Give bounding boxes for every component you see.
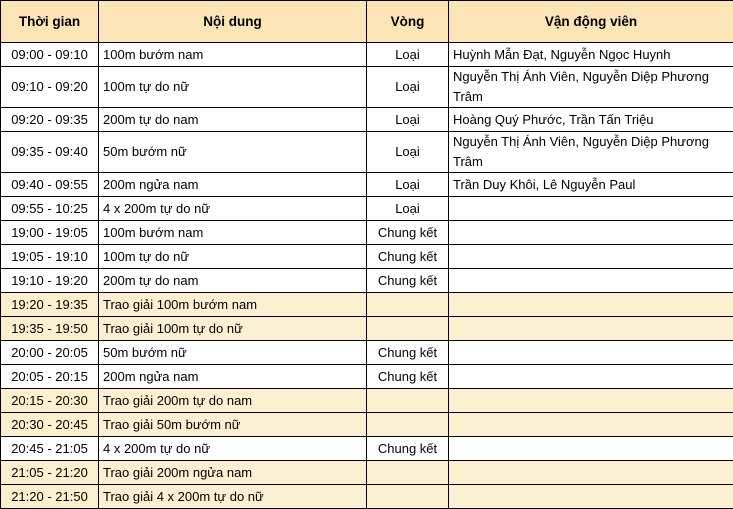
table-row [1, 197, 733, 221]
table-row [1, 108, 733, 132]
athletes-cell: Nguyễn Thị Ánh Viên, Nguyễn Diệp Phương Trâm [449, 67, 733, 108]
round-cell [367, 389, 449, 413]
round-cell: Loại [367, 173, 449, 197]
time-cell: 20:15 - 20:30 [1, 389, 99, 413]
round-cell [367, 461, 449, 485]
time-cell: 20:30 - 20:45 [1, 413, 99, 437]
time-cell: 20:00 - 20:05 [1, 341, 99, 365]
event-cell: 50m bướm nữ [99, 341, 367, 365]
time-cell: 19:20 - 19:35 [1, 293, 99, 317]
header-round: Vòng [367, 1, 449, 43]
table-row [1, 269, 733, 293]
time-cell: 09:55 - 10:25 [1, 197, 99, 221]
round-cell: Loại [367, 43, 449, 67]
athletes-cell [449, 461, 733, 485]
athletes-cell: Trần Duy Khôi, Lê Nguyễn Paul [449, 173, 733, 197]
event-cell: Trao giải 50m bướm nữ [99, 413, 367, 437]
athletes-cell: Nguyễn Thị Ánh Viên, Nguyễn Diệp Phương Trâm [449, 132, 733, 173]
time-cell: 19:05 - 19:10 [1, 245, 99, 269]
time-cell: 09:35 - 09:40 [1, 132, 99, 173]
header-row [1, 1, 733, 43]
table-row [1, 365, 733, 389]
time-cell: 09:40 - 09:55 [1, 173, 99, 197]
event-cell: 100m tự do nữ [99, 245, 367, 269]
table-row [1, 245, 733, 269]
time-cell: 20:45 - 21:05 [1, 437, 99, 461]
round-cell: Chung kết [367, 341, 449, 365]
round-cell: Loại [367, 108, 449, 132]
round-cell: Chung kết [367, 245, 449, 269]
event-cell: Trao giải 4 x 200m tự do nữ [99, 485, 367, 509]
time-cell: 09:10 - 09:20 [1, 67, 99, 108]
athletes-cell [449, 221, 733, 245]
round-cell [367, 293, 449, 317]
table-row [1, 461, 733, 485]
table-row [1, 317, 733, 341]
event-cell: Trao giải 200m tự do nam [99, 389, 367, 413]
time-cell: 20:05 - 20:15 [1, 365, 99, 389]
athletes-cell [449, 317, 733, 341]
athletes-cell [449, 389, 733, 413]
table-row [1, 389, 733, 413]
event-cell: Trao giải 100m tự do nữ [99, 317, 367, 341]
header-time: Thời gian [1, 1, 99, 43]
event-cell: 200m ngửa nam [99, 365, 367, 389]
table-row [1, 221, 733, 245]
round-cell: Loại [367, 67, 449, 108]
time-cell: 09:20 - 09:35 [1, 108, 99, 132]
time-cell: 21:20 - 21:50 [1, 485, 99, 509]
time-cell: 19:35 - 19:50 [1, 317, 99, 341]
event-cell: 200m tự do nam [99, 269, 367, 293]
event-cell: 100m bướm nam [99, 221, 367, 245]
event-cell: Trao giải 200m ngửa nam [99, 461, 367, 485]
round-cell: Chung kết [367, 221, 449, 245]
table-row [1, 132, 733, 173]
schedule-rows [1, 43, 733, 509]
time-cell: 19:10 - 19:20 [1, 269, 99, 293]
header-athletes: Vận động viên [449, 1, 733, 43]
event-cell: 50m bướm nữ [99, 132, 367, 173]
round-cell [367, 485, 449, 509]
table-row [1, 43, 733, 67]
header-event: Nội dung [99, 1, 367, 43]
round-cell [367, 413, 449, 437]
event-cell: 4 x 200m tự do nữ [99, 197, 367, 221]
table-row [1, 67, 733, 108]
event-cell: 100m bướm nam [99, 43, 367, 67]
event-cell: 4 x 200m tự do nữ [99, 437, 367, 461]
event-cell: 200m tự do nam [99, 108, 367, 132]
time-cell: 09:00 - 09:10 [1, 43, 99, 67]
round-cell: Chung kết [367, 365, 449, 389]
time-cell: 19:00 - 19:05 [1, 221, 99, 245]
athletes-cell [449, 437, 733, 461]
round-cell: Chung kết [367, 269, 449, 293]
athletes-cell [449, 413, 733, 437]
table-row [1, 437, 733, 461]
athletes-cell [449, 293, 733, 317]
table-row [1, 413, 733, 437]
event-cell: 200m ngửa nam [99, 173, 367, 197]
table-row [1, 173, 733, 197]
athletes-cell [449, 365, 733, 389]
athletes-cell [449, 269, 733, 293]
athletes-cell [449, 341, 733, 365]
round-cell [367, 317, 449, 341]
table-row [1, 341, 733, 365]
table-row [1, 293, 733, 317]
athletes-cell [449, 485, 733, 509]
round-cell: Chung kết [367, 437, 449, 461]
table-row [1, 485, 733, 509]
round-cell: Loại [367, 132, 449, 173]
round-cell: Loại [367, 197, 449, 221]
event-cell: Trao giải 100m bướm nam [99, 293, 367, 317]
athletes-cell: Huỳnh Mẫn Đạt, Nguyễn Ngọc Huynh [449, 43, 733, 67]
athletes-cell [449, 197, 733, 221]
athletes-cell: Hoàng Quý Phước, Trần Tấn Triệu [449, 108, 733, 132]
time-cell: 21:05 - 21:20 [1, 461, 99, 485]
athletes-cell [449, 245, 733, 269]
event-cell: 100m tự do nữ [99, 67, 367, 108]
